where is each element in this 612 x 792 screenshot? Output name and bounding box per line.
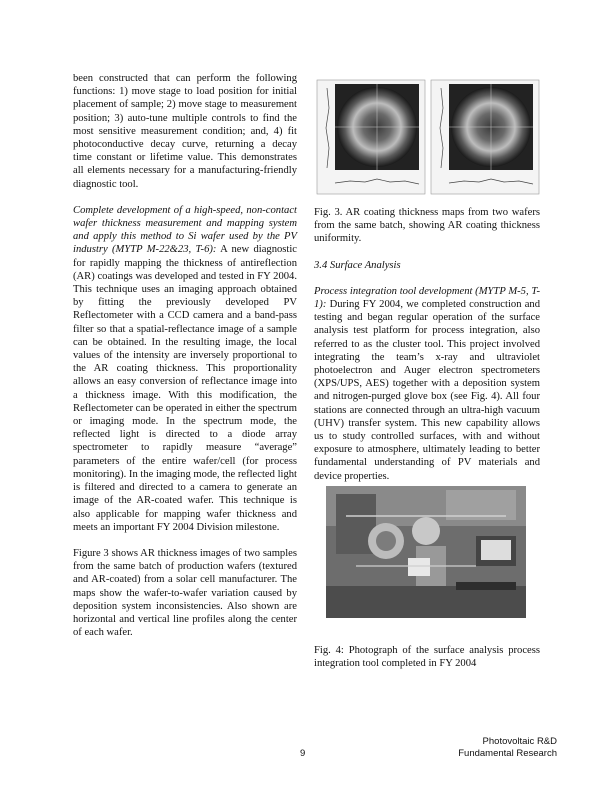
subsection-heading-process-integration: Process integration tool development (MYTP M-5, T-1): bbox=[314, 285, 540, 311]
subsection-heading-wafer-thickness: Complete development of a high-speed, non-contact wafer thickness measurement and mapping system and apply this method to Si wafer used by the PV industry (MYTP M-22&23, T-6): bbox=[73, 204, 297, 256]
right-column bbox=[314, 206, 540, 483]
figure-4-image bbox=[326, 486, 526, 618]
thickness-map-2 bbox=[431, 80, 539, 194]
left-column bbox=[73, 72, 297, 639]
figure-3-caption: Fig. 3. AR coating thickness maps from two wafers from the same batch, showing AR coating thickness uniformity. bbox=[314, 207, 540, 245]
footer-title: Photovoltaic R&D bbox=[482, 736, 557, 747]
footer-subtitle: Fundamental Research bbox=[458, 748, 557, 759]
figure-4-caption: Fig. 4: Photograph of the surface analysis process integration tool completed in FY 2004 bbox=[314, 644, 540, 669]
paragraph-process-integration-body: During FY 2004, we completed construction and testing and began regular operation of the surface analysis test platform for process integration, also referred to as the cluster tool. This project involved integrating the team’s x-ray and ultraviolet photoelectron and Auger electron spectrometers (XPS/UPS, AES) together with a deposition system and nitrogen-purged glove box (see Fig. 4). All four stations are connected through an ultra-high vacuum (UHV) transfer system. This new capability allows us to study controlled surfaces, with and without exposure to atmosphere, ultimately leading to better fundamental understanding of PV materials and device properties. bbox=[314, 299, 540, 482]
page-number: 9 bbox=[300, 748, 306, 759]
section-title-surface-analysis: 3.4 Surface Analysis bbox=[314, 259, 401, 271]
paragraph-process-integration bbox=[314, 285, 540, 483]
figure-3-thickness-maps bbox=[315, 78, 541, 198]
figure-3-image bbox=[315, 78, 541, 198]
figure-4-photograph bbox=[326, 486, 526, 618]
paragraph-functions: been constructed that can perform the following functions: 1) move stage to load position for initial placement of sample; 2) move stage to measurement position; 3) auto-tune multiple controls to find the most sensitive measurement condition; and, 4) fit photoconductive decay curve, returning a decay time constant or lifetime value. This demonstrates all elements necessary for a manufacturing-friendly diagnostic tool. bbox=[73, 73, 297, 190]
paragraph-thickness bbox=[73, 204, 297, 534]
paragraph-figure3: Figure 3 shows AR thickness images of two samples from the same batch of production wafers (textured and AR-coated) from a solar cell manufacturer. The maps show the wafer-to-wafer variation caused by deposition system inconsistencies. Also shown are horizontal and vertical line profiles along the center of each wafer. bbox=[73, 547, 297, 639]
paragraph-thickness-body: A new diagnostic for rapidly mapping the thickness of antireflection (AR) coatings was developed and tested in FY 2004. This technique uses an imaging approach obtained by fitting the previously developed PV Reflectometer with a CCD camera and a band-pass filter so that a spatial-reflectance image of a sample can be obtained. In the resulting image, the local values of the intensity are inversely proportional to the AR coating thickness. This proportionality allows an easy conversion of reflectance image into a thickness image. With this modification, the Reflectometer can be operated in either the spectrum or imaging mode. In the spectrum mode, the reflected light is directed to a diode array spectrometer to rapidly measure “average” parameters of the entire wafer/cell (for process monitoring). In the imaging mode, the reflected light is filtered and directed to a camera to generate an image of the AR-coated wafer. This technique is also applicable for mapping wafer thickness and meets an important FY 2004 Division milestone. bbox=[73, 244, 297, 533]
thickness-map-1 bbox=[317, 80, 425, 194]
